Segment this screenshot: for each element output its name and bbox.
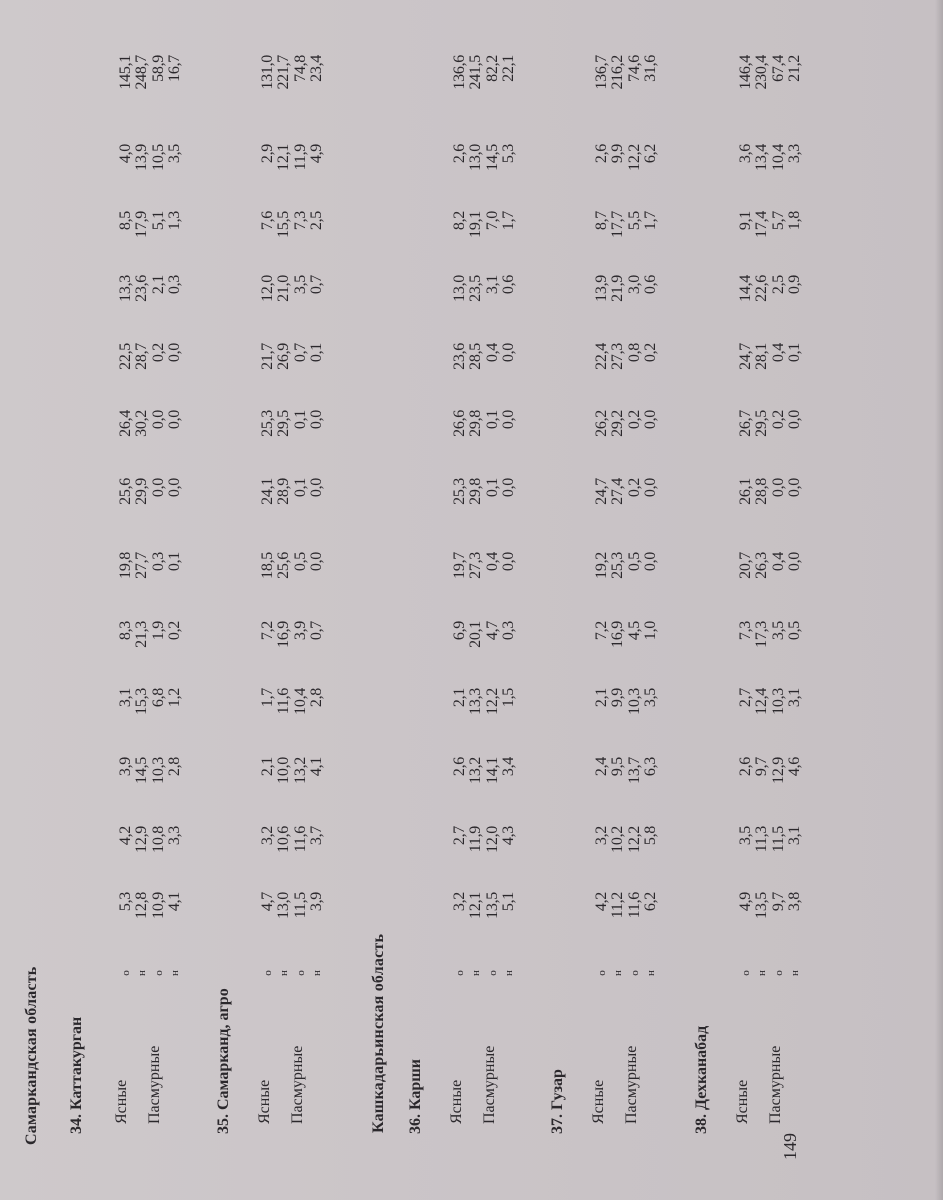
table-cell: 2,4: [593, 757, 610, 777]
table-cell: 9,7: [769, 892, 787, 912]
table-cell: 19,1: [467, 211, 485, 238]
table-cell: 1,0: [642, 621, 660, 641]
table-cell: 1,7: [500, 211, 518, 231]
table-cell: 12,9: [769, 757, 787, 784]
table-cell: 4,0: [117, 144, 134, 164]
table-cell: 0,8: [625, 343, 643, 363]
table-cell: 11,6: [625, 892, 643, 919]
table-cell: 25,3: [451, 478, 468, 505]
table-cell: 8,7: [593, 211, 610, 231]
table-cell: 10,0: [275, 757, 293, 784]
table-cell: 5,5: [625, 211, 643, 231]
table-cell-total: 230,4: [753, 55, 771, 90]
table-cell: 3,5: [642, 688, 660, 708]
table-cell: 16,9: [275, 621, 293, 648]
region-heading: Кашкадарьинская область: [370, 933, 387, 1133]
table-cell: 3,9: [117, 757, 134, 777]
row-flag: о: [152, 970, 165, 976]
row-flag: н: [470, 970, 483, 976]
table-cell: 17,4: [753, 211, 771, 238]
row-flag: н: [645, 970, 658, 976]
table-cell-total: 21,2: [786, 55, 804, 82]
table-cell: 19,2: [593, 552, 610, 579]
table-cell-total: 146,4: [737, 55, 754, 90]
table-cell: 29,2: [609, 410, 627, 437]
table-cell: 15,3: [133, 688, 151, 715]
table-cell: 7,6: [259, 211, 276, 231]
table-cell: 13,5: [753, 892, 771, 919]
table-cell: 3,5: [166, 144, 184, 164]
table-cell: 28,7: [133, 343, 151, 370]
table-cell: 4,9: [308, 144, 326, 164]
table-cell: 4,9: [737, 892, 754, 912]
row-flag: о: [294, 970, 307, 976]
table-cell: 9,5: [609, 757, 627, 777]
table-cell: 15,5: [275, 211, 293, 238]
table-cell: 22,5: [117, 343, 134, 370]
table-cell: 3,1: [117, 688, 134, 708]
table-cell: 0,7: [308, 621, 326, 641]
row-label-clear: Ясные: [256, 1079, 273, 1124]
table-cell: 0,0: [769, 478, 787, 498]
table-cell: 0,7: [308, 275, 326, 295]
table-cell: 10,6: [275, 826, 293, 853]
table-cell: 0,6: [642, 275, 660, 295]
row-flag: н: [503, 970, 516, 976]
table-cell: 7,2: [593, 621, 610, 641]
table-cell: 24,7: [593, 478, 610, 505]
table-cell: 13,4: [753, 144, 771, 171]
table-cell: 2,6: [737, 757, 754, 777]
row-flag: н: [169, 970, 182, 976]
table-cell: 6,8: [149, 688, 167, 708]
row-flag: н: [136, 970, 149, 976]
row-label-overcast: Пасмурные: [289, 1045, 306, 1124]
table-cell: 0,0: [308, 410, 326, 430]
table-cell-total: 74,6: [625, 55, 643, 82]
table-cell: 2,1: [149, 275, 167, 295]
table-cell: 2,8: [166, 757, 184, 777]
table-cell: 6,2: [642, 892, 660, 912]
table-cell: 0,0: [308, 552, 326, 572]
table-cell: 10,4: [769, 144, 787, 171]
table-cell: 13,0: [275, 892, 293, 919]
table-cell: 0,3: [166, 275, 184, 295]
table-cell: 3,3: [166, 826, 184, 846]
table-cell: 0,7: [291, 343, 309, 363]
table-cell: 12,0: [483, 826, 501, 853]
table-cell: 26,9: [275, 343, 293, 370]
table-cell: 21,9: [609, 275, 627, 302]
table-cell: 0,0: [166, 343, 184, 363]
table-cell: 19,8: [117, 552, 134, 579]
row-flag: н: [756, 970, 769, 976]
table-cell: 0,0: [642, 410, 660, 430]
table-cell: 0,5: [291, 552, 309, 572]
table-cell: 26,1: [737, 478, 754, 505]
table-cell: 25,3: [609, 552, 627, 579]
table-cell: 24,1: [259, 478, 276, 505]
table-cell: 13,3: [117, 275, 134, 302]
table-cell: 10,3: [625, 688, 643, 715]
table-cell: 3,6: [737, 144, 754, 164]
table-cell: 0,2: [625, 410, 643, 430]
table-cell: 3,2: [593, 826, 610, 846]
table-cell: 11,3: [753, 826, 771, 853]
table-cell: 2,8: [308, 688, 326, 708]
table-cell: 9,9: [609, 144, 627, 164]
row-flag: о: [262, 970, 274, 976]
table-cell: 16,9: [609, 621, 627, 648]
table-cell: 28,9: [275, 478, 293, 505]
table-cell: 2,1: [451, 688, 468, 708]
table-cell: 3,7: [308, 826, 326, 846]
row-flag: о: [740, 970, 752, 976]
table-cell: 0,1: [308, 343, 326, 363]
table-cell: 26,2: [593, 410, 610, 437]
table-cell: 12,1: [275, 144, 293, 171]
table-cell: 7,2: [259, 621, 276, 641]
table-cell-total: 136,6: [451, 55, 468, 90]
table-cell: 10,3: [149, 757, 167, 784]
table-cell: 9,1: [737, 211, 754, 231]
table-cell-total: 216,2: [609, 55, 627, 90]
table-cell: 3,9: [308, 892, 326, 912]
table-cell: 21,3: [133, 621, 151, 648]
table-cell: 0,1: [483, 410, 501, 430]
table-cell-total: 248,7: [133, 55, 151, 90]
table-cell: 24,7: [737, 343, 754, 370]
table-cell: 11,2: [609, 892, 627, 919]
table-cell: 29,9: [133, 478, 151, 505]
table-cell: 9,7: [753, 757, 771, 777]
table-cell: 1,8: [786, 211, 804, 231]
table-cell: 0,1: [291, 410, 309, 430]
table-cell: 1,9: [149, 621, 167, 641]
row-flag: о: [596, 970, 608, 976]
region-heading: Самаркандская область: [23, 966, 40, 1145]
table-cell-total: 131,0: [259, 55, 276, 90]
table-cell: 2,5: [769, 275, 787, 295]
table-cell: 8,2: [451, 211, 468, 231]
table-cell: 0,5: [786, 621, 804, 641]
table-cell: 25,6: [117, 478, 134, 505]
table-cell: 20,7: [737, 552, 754, 579]
table-cell: 0,5: [625, 552, 643, 572]
table-cell: 4,7: [259, 892, 276, 912]
row-label-overcast: Пасмурные: [767, 1045, 784, 1124]
table-cell: 30,2: [133, 410, 151, 437]
table-cell: 0,0: [166, 478, 184, 498]
table-cell: 14,5: [133, 757, 151, 784]
table-cell: 13,3: [467, 688, 485, 715]
table-cell: 2,1: [593, 688, 610, 708]
table-cell: 4,1: [166, 892, 184, 912]
table-cell: 10,5: [149, 144, 167, 171]
table-cell: 2,5: [308, 211, 326, 231]
table-cell: 0,0: [786, 410, 804, 430]
table-cell-total: 58,9: [149, 55, 167, 82]
table-cell: 13,7: [625, 757, 643, 784]
table-cell: 3,5: [291, 275, 309, 295]
table-cell: 0,0: [786, 478, 804, 498]
table-cell: 0,2: [166, 621, 184, 641]
row-flag: о: [454, 970, 466, 976]
table-cell: 11,5: [291, 892, 309, 919]
row-label-clear: Ясные: [590, 1079, 607, 1124]
table-cell: 8,3: [117, 621, 134, 641]
table-cell: 13,9: [133, 144, 151, 171]
table-cell: 5,3: [500, 144, 518, 164]
station-heading: 38. Дехканабад: [693, 1025, 710, 1134]
table-cell: 8,5: [117, 211, 134, 231]
table-cell: 3,5: [769, 621, 787, 641]
table-cell: 0,0: [500, 552, 518, 572]
table-cell: 1,7: [642, 211, 660, 231]
table-cell: 0,0: [500, 410, 518, 430]
table-cell: 0,0: [642, 552, 660, 572]
row-flag: н: [789, 970, 802, 976]
table-cell: 0,3: [149, 552, 167, 572]
table-cell: 4,1: [308, 757, 326, 777]
table-cell: 0,0: [308, 478, 326, 498]
table-cell: 23,6: [451, 343, 468, 370]
table-cell: 26,3: [753, 552, 771, 579]
table-cell-total: 221,7: [275, 55, 293, 90]
table-cell: 0,4: [483, 343, 501, 363]
table-cell: 29,5: [275, 410, 293, 437]
table-cell: 0,0: [149, 478, 167, 498]
table-cell: 29,8: [467, 410, 485, 437]
table-cell: 0,1: [291, 478, 309, 498]
table-cell: 0,1: [786, 343, 804, 363]
table-cell: 3,1: [786, 826, 804, 846]
table-cell: 3,4: [500, 757, 518, 777]
table-cell: 19,7: [451, 552, 468, 579]
table-cell: 23,5: [467, 275, 485, 302]
station-heading: 36. Карши: [407, 1058, 424, 1134]
table-cell: 23,6: [133, 275, 151, 302]
table-cell: 11,6: [291, 826, 309, 853]
table-cell: 25,3: [259, 410, 276, 437]
table-cell: 4,3: [500, 826, 518, 846]
table-cell: 0,1: [166, 552, 184, 572]
table-cell: 6,9: [451, 621, 468, 641]
table-cell: 27,3: [609, 343, 627, 370]
table-cell: 0,2: [625, 478, 643, 498]
table-cell: 4,5: [625, 621, 643, 641]
row-flag: н: [311, 970, 324, 976]
table-cell: 2,1: [259, 757, 276, 777]
table-cell: 1,2: [166, 688, 184, 708]
table-cell: 28,1: [753, 343, 771, 370]
table-cell: 11,9: [291, 144, 309, 171]
table-cell: 10,2: [609, 826, 627, 853]
table-cell-total: 82,2: [483, 55, 501, 82]
table-cell: 2,9: [259, 144, 276, 164]
table-cell: 26,6: [451, 410, 468, 437]
row-flag: н: [612, 970, 625, 976]
table-cell: 22,6: [753, 275, 771, 302]
table-cell: 28,5: [467, 343, 485, 370]
table-cell-total: 22,1: [500, 55, 518, 82]
table-cell: 9,9: [609, 688, 627, 708]
table-cell: 14,1: [483, 757, 501, 784]
table-cell: 22,4: [593, 343, 610, 370]
table-cell: 27,4: [609, 478, 627, 505]
table-cell: 12,2: [483, 688, 501, 715]
table-cell: 2,7: [451, 826, 468, 846]
table-cell: 13,5: [483, 892, 501, 919]
table-cell: 2,7: [737, 688, 754, 708]
table-cell: 3,1: [786, 688, 804, 708]
table-cell: 0,0: [500, 343, 518, 363]
table-cell: 5,3: [117, 892, 134, 912]
table-cell: 12,9: [133, 826, 151, 853]
table-cell-total: 23,4: [308, 55, 326, 82]
table-cell-total: 74,8: [291, 55, 309, 82]
table-cell: 3,2: [451, 892, 468, 912]
table-cell: 27,3: [467, 552, 485, 579]
table-cell: 12,2: [625, 144, 643, 171]
table-cell-total: 136,7: [593, 55, 610, 90]
table-cell: 3,9: [291, 621, 309, 641]
table-cell: 12,0: [259, 275, 276, 302]
table-cell: 1,7: [259, 688, 276, 708]
table-cell: 20,1: [467, 621, 485, 648]
table-cell: 0,0: [500, 478, 518, 498]
table-cell: 13,9: [593, 275, 610, 302]
table-cell: 0,3: [500, 621, 518, 641]
table-cell: 12,8: [133, 892, 151, 919]
table-cell: 10,3: [769, 688, 787, 715]
table-cell: 10,9: [149, 892, 167, 919]
table-cell: 12,4: [753, 688, 771, 715]
table-cell: 4,2: [593, 892, 610, 912]
table-cell: 0,9: [786, 275, 804, 295]
table-cell: 3,2: [259, 826, 276, 846]
row-label-overcast: Пасмурные: [481, 1045, 498, 1124]
table-cell: 4,2: [117, 826, 134, 846]
table-cell: 14,5: [483, 144, 501, 171]
table-cell: 0,0: [149, 410, 167, 430]
table-cell: 2,6: [451, 757, 468, 777]
row-flag: о: [772, 970, 785, 976]
table-cell: 27,7: [133, 552, 151, 579]
table-cell: 4,7: [483, 621, 501, 641]
table-cell: 14,4: [737, 275, 754, 302]
table-cell: 0,0: [786, 552, 804, 572]
table-cell: 13,2: [467, 757, 485, 784]
table-cell: 29,5: [753, 410, 771, 437]
table-cell: 0,0: [166, 410, 184, 430]
table-cell-total: 241,5: [467, 55, 485, 90]
table-cell: 2,6: [451, 144, 468, 164]
station-heading: 37. Гузар: [549, 1069, 566, 1134]
table-cell: 7,0: [483, 211, 501, 231]
row-flag: о: [120, 970, 132, 976]
table-cell: 3,3: [786, 144, 804, 164]
table-cell: 3,8: [786, 892, 804, 912]
station-heading: 35. Самарканд, агро: [215, 988, 232, 1134]
table-cell: 0,2: [642, 343, 660, 363]
table-cell-total: 31,6: [642, 55, 660, 82]
table-cell: 13,0: [451, 275, 468, 302]
table-cell: 17,7: [609, 211, 627, 238]
table-cell: 0,4: [483, 552, 501, 572]
table-cell: 10,4: [291, 688, 309, 715]
table-cell: 3,5: [737, 826, 754, 846]
row-flag: о: [628, 970, 641, 976]
table-cell: 0,2: [769, 410, 787, 430]
table-cell: 25,6: [275, 552, 293, 579]
row-label-overcast: Пасмурные: [146, 1045, 163, 1124]
table-cell: 13,0: [467, 144, 485, 171]
table-cell: 29,8: [467, 478, 485, 505]
table-cell: 1,3: [166, 211, 184, 231]
table-cell: 5,7: [769, 211, 787, 231]
table-cell: 21,0: [275, 275, 293, 302]
station-heading: 34. Каттакурган: [68, 1016, 85, 1134]
table-cell: 18,5: [259, 552, 276, 579]
table-cell: 5,8: [642, 826, 660, 846]
table-cell: 4,6: [786, 757, 804, 777]
table-cell: 7,3: [291, 211, 309, 231]
table-cell: 11,5: [769, 826, 787, 853]
row-flag: о: [486, 970, 499, 976]
table-cell: 0,0: [642, 478, 660, 498]
table-cell-total: 67,4: [769, 55, 787, 82]
row-label-clear: Ясные: [734, 1079, 751, 1124]
table-cell: 12,2: [625, 826, 643, 853]
table-cell: 10,8: [149, 826, 167, 853]
table-cell: 3,0: [625, 275, 643, 295]
table-cell: 0,4: [769, 343, 787, 363]
table-cell: 11,9: [467, 826, 485, 853]
table-cell: 17,3: [753, 621, 771, 648]
row-flag: н: [278, 970, 291, 976]
table-cell: 26,7: [737, 410, 754, 437]
row-label-clear: Ясные: [448, 1079, 465, 1124]
table-cell: 0,6: [500, 275, 518, 295]
table-cell: 6,2: [642, 144, 660, 164]
table-cell-total: 145,1: [117, 55, 134, 90]
table-cell: 12,1: [467, 892, 485, 919]
table-cell: 11,6: [275, 688, 293, 715]
table-cell: 0,1: [483, 478, 501, 498]
table-cell: 0,2: [149, 343, 167, 363]
table-cell-total: 16,7: [166, 55, 184, 82]
table-cell: 13,2: [291, 757, 309, 784]
table-cell: 7,3: [737, 621, 754, 641]
table-cell: 0,4: [769, 552, 787, 572]
page-number: 149: [780, 1133, 800, 1160]
table-cell: 3,1: [483, 275, 501, 295]
table-cell: 17,9: [133, 211, 151, 238]
table-cell: 1,5: [500, 688, 518, 708]
row-label-clear: Ясные: [113, 1079, 130, 1124]
table-cell: 21,7: [259, 343, 276, 370]
row-label-overcast: Пасмурные: [623, 1045, 640, 1124]
table-cell: 2,6: [593, 144, 610, 164]
table-cell: 28,8: [753, 478, 771, 505]
table-cell: 5,1: [500, 892, 518, 912]
table-cell: 26,4: [117, 410, 134, 437]
table-cell: 5,1: [149, 211, 167, 231]
table-cell: 6,3: [642, 757, 660, 777]
